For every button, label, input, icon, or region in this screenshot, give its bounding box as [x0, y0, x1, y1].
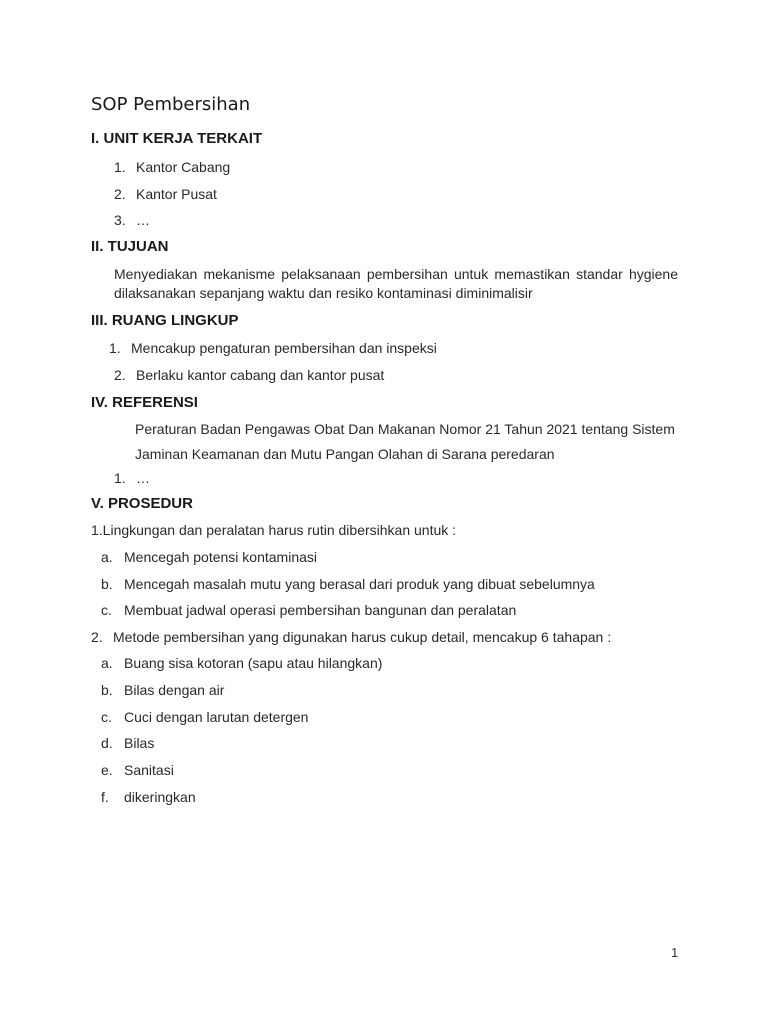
page-number: 1 — [671, 945, 679, 960]
document-title: SOP Pembersihan — [91, 94, 251, 115]
section-heading-unit: I. UNIT KERJA TERKAIT — [91, 130, 263, 147]
list-item: Cuci dengan larutan detergen — [124, 709, 309, 725]
list-letter: d. — [101, 735, 113, 751]
list-item: Mencegah masalah mutu yang berasal dari produk yang dibuat sebelumnya — [124, 576, 595, 592]
section-heading-referensi: IV. REFERENSI — [91, 394, 198, 411]
list-letter: c. — [101, 602, 112, 618]
list-letter: a. — [101, 549, 113, 565]
list-item: Kantor Cabang — [136, 159, 231, 175]
list-item: Membuat jadwal operasi pembersihan bangunan dan peralatan — [124, 602, 517, 618]
list-item: Buang sisa kotoran (sapu atau hilangkan) — [124, 655, 383, 671]
section-heading-tujuan: II. TUJUAN — [91, 238, 169, 255]
list-number: 3. — [114, 212, 126, 228]
list-letter: c. — [101, 709, 112, 725]
list-item: Bilas dengan air — [124, 682, 225, 698]
prosedur-step-1: 1.Lingkungan dan peralatan harus rutin dibersihkan untuk : — [91, 522, 457, 538]
referensi-text-line-2: Jaminan Keamanan dan Mutu Pangan Olahan di Sarana peredaran — [135, 446, 555, 462]
list-number: 2. — [114, 186, 126, 202]
list-item: Berlaku kantor cabang dan kantor pusat — [136, 367, 385, 383]
list-item: Bilas — [124, 735, 155, 751]
tujuan-paragraph: Menyediakan mekanisme pelaksanaan pembersihan untuk memastikan standar hygiene dilaksanakan sepanjang waktu dan resiko kontaminasi diminimalisir — [114, 266, 678, 301]
list-number: 1. — [114, 470, 126, 486]
prosedur-step-2: Metode pembersihan yang digunakan harus cukup detail, mencakup 6 tahapan : — [113, 629, 612, 645]
list-letter: f. — [101, 789, 109, 805]
list-item: dikeringkan — [124, 789, 196, 805]
list-number: 1. — [114, 159, 126, 175]
list-number: 2. — [114, 367, 126, 383]
list-letter: b. — [101, 682, 113, 698]
list-item: … — [136, 470, 150, 486]
list-letter: e. — [101, 762, 113, 778]
list-item: Kantor Pusat — [136, 186, 217, 202]
section-heading-ruang-lingkup: III. RUANG LINGKUP — [91, 312, 239, 329]
list-letter: b. — [101, 576, 113, 592]
referensi-text-line-1: Peraturan Badan Pengawas Obat Dan Makanan Nomor 21 Tahun 2021 tentang Sistem — [135, 421, 675, 437]
section-heading-prosedur: V. PROSEDUR — [91, 495, 193, 512]
prosedur-step-2-number: 2. — [91, 629, 103, 645]
list-item: Mencakup pengaturan pembersihan dan inspeksi — [131, 340, 437, 356]
list-number: 1. — [109, 340, 121, 356]
list-item: Sanitasi — [124, 762, 174, 778]
list-item: … — [136, 212, 150, 228]
list-item: Mencegah potensi kontaminasi — [124, 549, 318, 565]
list-letter: a. — [101, 655, 113, 671]
